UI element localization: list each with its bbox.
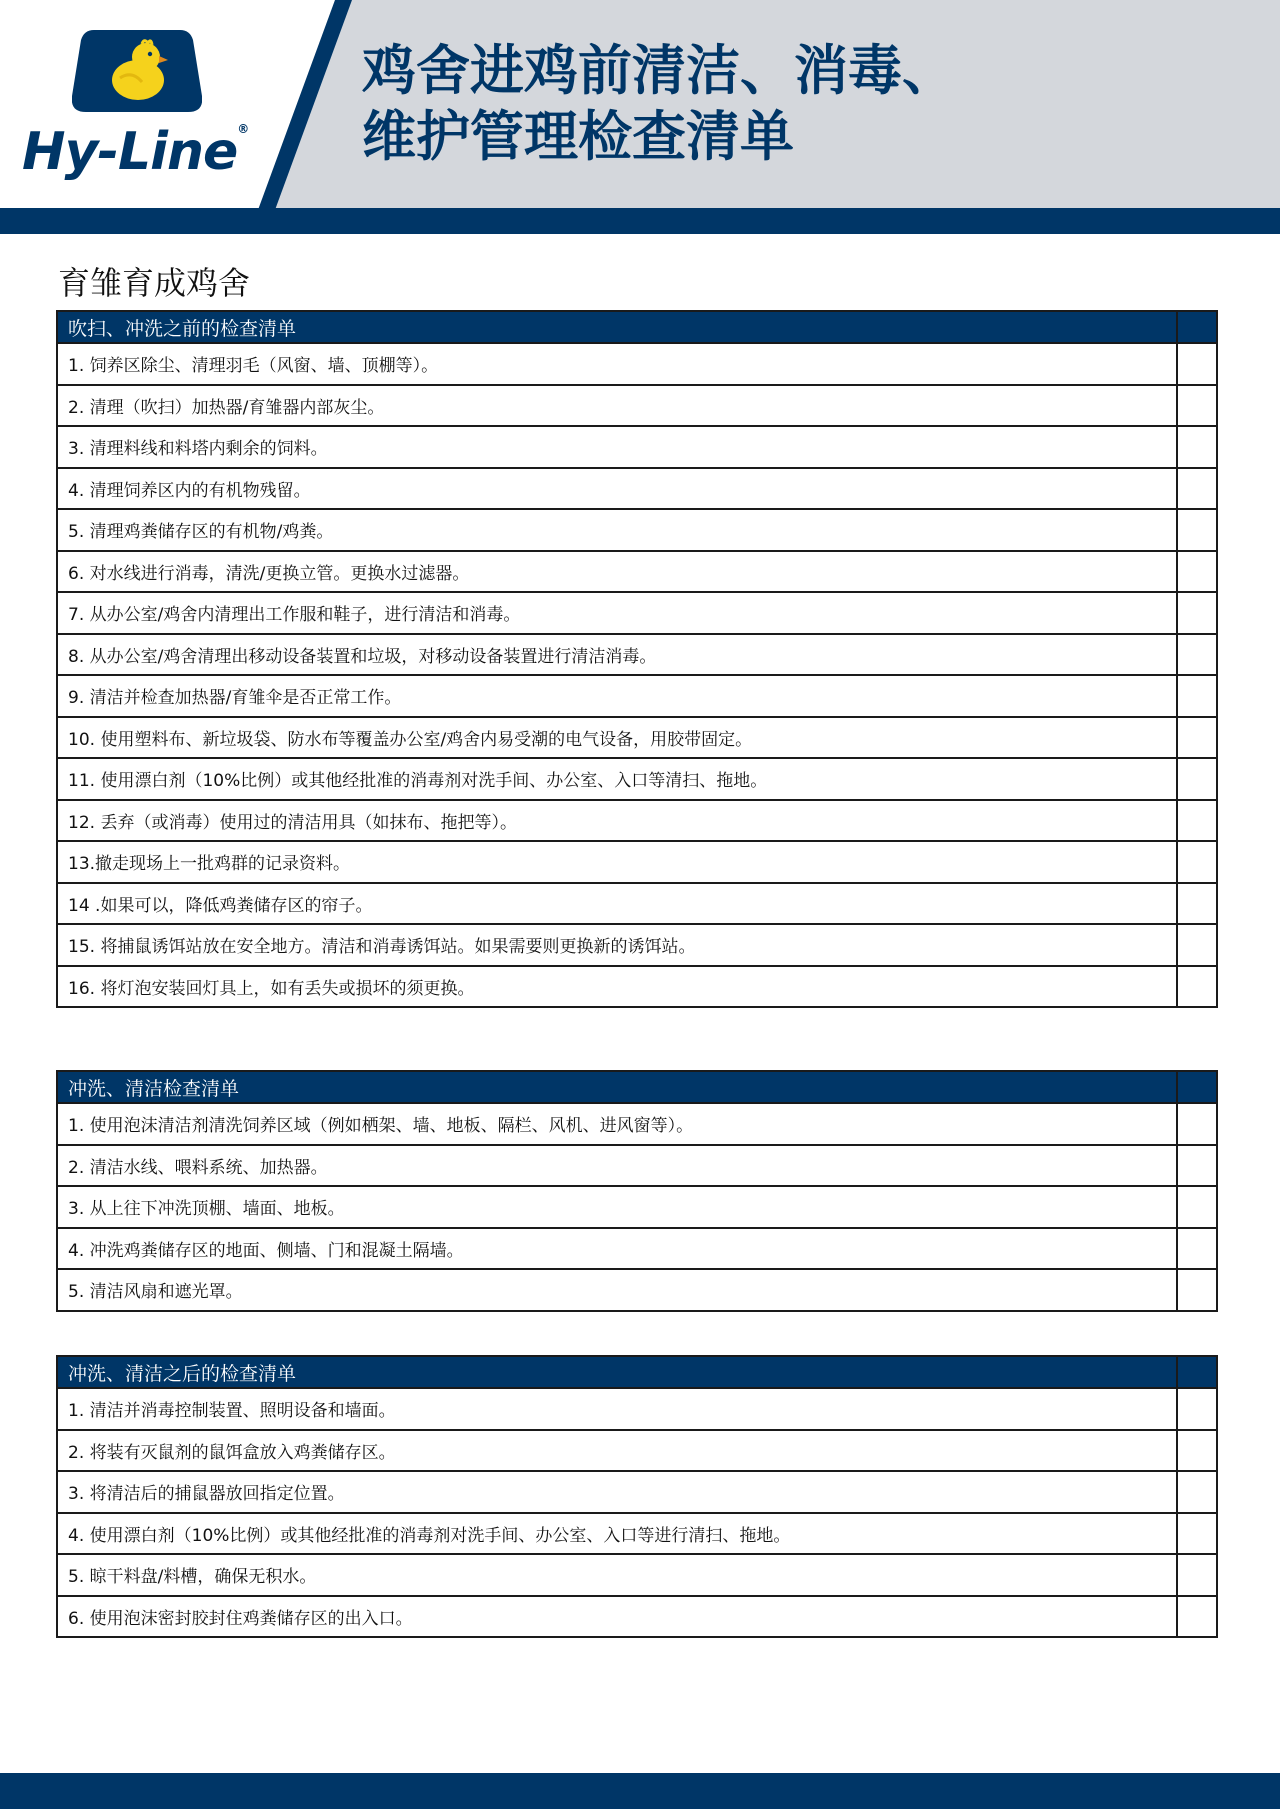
checkbox-cell[interactable] <box>1177 883 1217 925</box>
page-title <box>362 38 956 170</box>
checkbox-cell[interactable] <box>1177 800 1217 842</box>
title-line-1: 鸡舍进鸡前清洁、消毒、 <box>362 39 956 102</box>
checkbox-cell[interactable] <box>1177 1228 1217 1270</box>
checklist-item-text: 4. 冲洗鸡粪储存区的地面、侧墙、门和混凝土隔墙。 <box>57 1228 1177 1270</box>
checklist-item-text: 6. 对水线进行消毒，清洗/更换立管。更换水过滤器。 <box>57 551 1177 593</box>
checklist-header: 冲洗、清洁之后的检查清单 <box>57 1356 1177 1388</box>
checkbox-cell[interactable] <box>1177 924 1217 966</box>
checklist-item-text: 2. 将装有灭鼠剂的鼠饵盒放入鸡粪储存区。 <box>57 1430 1177 1472</box>
checklist-item-text: 3. 从上往下冲洗顶棚、墙面、地板。 <box>57 1186 1177 1228</box>
checkbox-cell[interactable] <box>1177 426 1217 468</box>
checklist-row <box>57 343 1217 385</box>
checklist-before-flushing <box>56 310 1218 1008</box>
checklist-row <box>57 1430 1217 1472</box>
checklist-row <box>57 1471 1217 1513</box>
checkbox-cell[interactable] <box>1177 1596 1217 1638</box>
checklist-row <box>57 551 1217 593</box>
checklist-row <box>57 1145 1217 1187</box>
page-header <box>0 0 1280 234</box>
checklist-row <box>57 1554 1217 1596</box>
checkbox-cell[interactable] <box>1177 509 1217 551</box>
checklist-row <box>57 758 1217 800</box>
checklist-row <box>57 717 1217 759</box>
checklist-item-text: 1. 清洁并消毒控制装置、照明设备和墙面。 <box>57 1388 1177 1430</box>
checklist-item-text: 5. 清洁风扇和遮光罩。 <box>57 1269 1177 1311</box>
checklist-item-text: 5. 清理鸡粪储存区的有机物/鸡粪。 <box>57 509 1177 551</box>
checklist-flushing-cleaning <box>56 1070 1218 1312</box>
checkbox-cell[interactable] <box>1177 468 1217 510</box>
brand-wordmark <box>22 122 272 182</box>
checkbox-cell[interactable] <box>1177 592 1217 634</box>
checklist-row <box>57 924 1217 966</box>
checkbox-cell[interactable] <box>1177 1186 1217 1228</box>
title-line-2: 维护管理检查清单 <box>362 105 794 168</box>
checklist-row <box>57 1269 1217 1311</box>
checklist-item-text: 5. 晾干料盘/料槽，确保无积水。 <box>57 1554 1177 1596</box>
checklist-header-box <box>1177 1071 1217 1103</box>
checkbox-cell[interactable] <box>1177 1145 1217 1187</box>
checklist-row <box>57 592 1217 634</box>
checkbox-cell[interactable] <box>1177 841 1217 883</box>
checkbox-cell[interactable] <box>1177 758 1217 800</box>
checklist-item-text: 4. 使用漂白剂（10%比例）或其他经批准的消毒剂对洗手间、办公室、入口等进行清扫、拖地。 <box>57 1513 1177 1555</box>
checklist-item-text: 10. 使用塑料布、新垃圾袋、防水布等覆盖办公室/鸡舍内易受潮的电气设备，用胶带固定。 <box>57 717 1177 759</box>
checklist-row <box>57 509 1217 551</box>
checklist-item-text: 4. 清理饲养区内的有机物残留。 <box>57 468 1177 510</box>
checklist-item-text: 16. 将灯泡安装回灯具上，如有丢失或损坏的须更换。 <box>57 966 1177 1008</box>
checklist-item-text: 12. 丢弃（或消毒）使用过的清洁用具（如抹布、拖把等）。 <box>57 800 1177 842</box>
checklist-header-row <box>57 1356 1217 1388</box>
checkbox-cell[interactable] <box>1177 1388 1217 1430</box>
checklist-item-text: 3. 清理料线和料塔内剩余的饲料。 <box>57 426 1177 468</box>
checklist-row <box>57 1228 1217 1270</box>
checkbox-cell[interactable] <box>1177 1471 1217 1513</box>
checklist-item-text: 7. 从办公室/鸡舍内清理出工作服和鞋子，进行清洁和消毒。 <box>57 592 1177 634</box>
chick-icon <box>72 30 202 112</box>
checklist-row <box>57 841 1217 883</box>
checklist-header-box <box>1177 1356 1217 1388</box>
checklist-item-text: 8. 从办公室/鸡舍清理出移动设备装置和垃圾，对移动设备装置进行清洁消毒。 <box>57 634 1177 676</box>
checkbox-cell[interactable] <box>1177 966 1217 1008</box>
checklist-item-text: 15. 将捕鼠诱饵站放在安全地方。清洁和消毒诱饵站。如果需要则更换新的诱饵站。 <box>57 924 1177 966</box>
section-title: 育雏育成鸡舍 <box>58 264 251 302</box>
checklist-row <box>57 1388 1217 1430</box>
checklist-row <box>57 966 1217 1008</box>
checklist-after-cleaning <box>56 1355 1218 1638</box>
checklist-item-text: 2. 清理（吹扫）加热器/育雏器内部灰尘。 <box>57 385 1177 427</box>
checklist-row <box>57 634 1217 676</box>
checkbox-cell[interactable] <box>1177 1269 1217 1311</box>
checkbox-cell[interactable] <box>1177 385 1217 427</box>
checklist-item-text: 1. 使用泡沫清洁剂清洗饲养区域（例如栖架、墙、地板、隔栏、风机、进风窗等）。 <box>57 1103 1177 1145</box>
checklist-row <box>57 1596 1217 1638</box>
checklist-header: 冲洗、清洁检查清单 <box>57 1071 1177 1103</box>
checklist-header: 吹扫、冲洗之前的检查清单 <box>57 311 1177 343</box>
registered-mark: ® <box>237 122 249 136</box>
checklist-item-text: 3. 将清洁后的捕鼠器放回指定位置。 <box>57 1471 1177 1513</box>
checkbox-cell[interactable] <box>1177 675 1217 717</box>
checklist-row <box>57 1103 1217 1145</box>
checkbox-cell[interactable] <box>1177 634 1217 676</box>
checklist-row <box>57 385 1217 427</box>
checklist-row <box>57 883 1217 925</box>
checklist-item-text: 2. 清洁水线、喂料系统、加热器。 <box>57 1145 1177 1187</box>
checkbox-cell[interactable] <box>1177 717 1217 759</box>
checklist-row <box>57 675 1217 717</box>
checklist-item-text: 11. 使用漂白剂（10%比例）或其他经批准的消毒剂对洗手间、办公室、入口等清扫、拖地。 <box>57 758 1177 800</box>
checklist-header-box <box>1177 311 1217 343</box>
checklist-row <box>57 1513 1217 1555</box>
checklist-item-text: 13.撤走现场上一批鸡群的记录资料。 <box>57 841 1177 883</box>
brand-name: Hy-Line <box>22 122 238 182</box>
checklist-item-text: 1. 饲养区除尘、清理羽毛（风窗、墙、顶棚等）。 <box>57 343 1177 385</box>
checklist-row <box>57 800 1217 842</box>
footer-bar <box>0 1773 1280 1809</box>
checkbox-cell[interactable] <box>1177 1103 1217 1145</box>
checklist-item-text: 9. 清洁并检查加热器/育雏伞是否正常工作。 <box>57 675 1177 717</box>
checkbox-cell[interactable] <box>1177 1430 1217 1472</box>
checkbox-cell[interactable] <box>1177 551 1217 593</box>
checklist-item-text: 14 .如果可以，降低鸡粪储存区的帘子。 <box>57 883 1177 925</box>
checklist-item-text: 6. 使用泡沫密封胶封住鸡粪储存区的出入口。 <box>57 1596 1177 1638</box>
checklist-row <box>57 1186 1217 1228</box>
checkbox-cell[interactable] <box>1177 343 1217 385</box>
checklist-row <box>57 468 1217 510</box>
hy-line-logo <box>22 30 262 180</box>
checklist-row <box>57 426 1217 468</box>
checklist-header-row <box>57 311 1217 343</box>
checkbox-cell[interactable] <box>1177 1513 1217 1555</box>
checklist-header-row <box>57 1071 1217 1103</box>
checkbox-cell[interactable] <box>1177 1554 1217 1596</box>
